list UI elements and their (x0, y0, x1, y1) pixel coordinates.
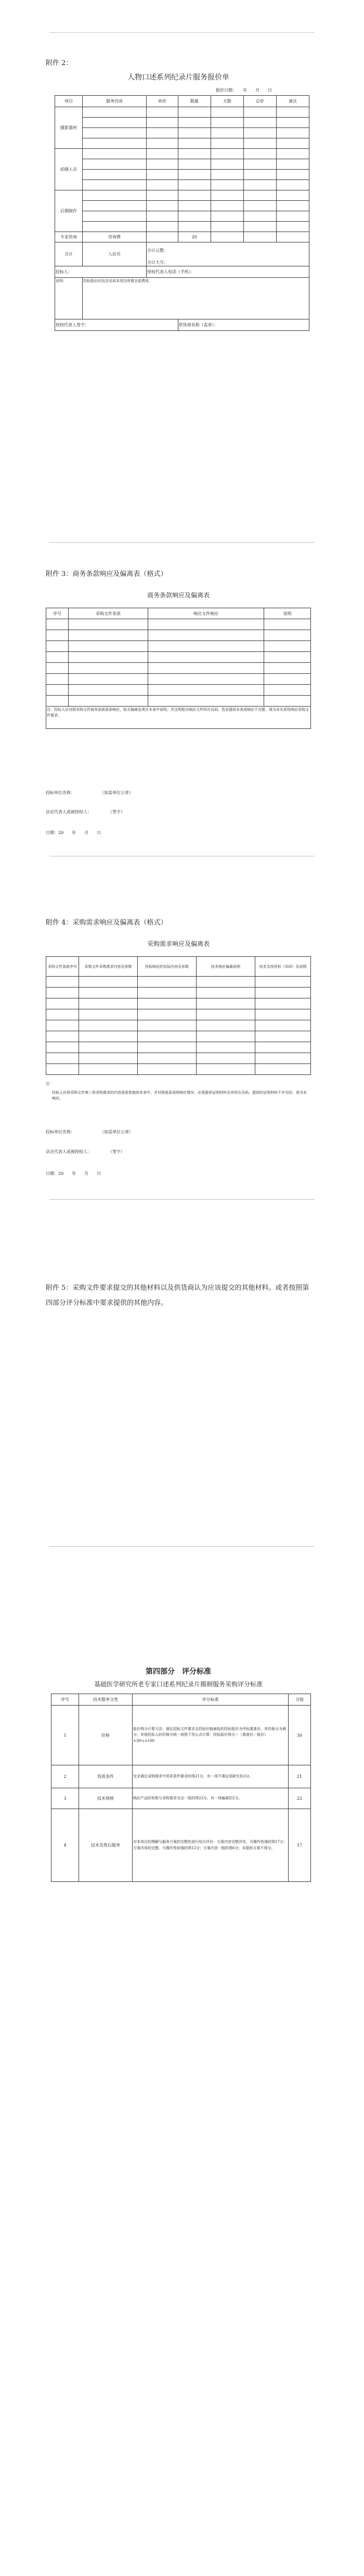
row-criteria: 对本项目的理解与服务方案的完整性进行综合评价：方案内容完整详实、可操作性强的得17分；方案内容较完整、可操作性较强的得12分；方案内容一般的得6分；未提供方案不得分。 (133, 1809, 289, 1882)
attachment-heading: 附件 4：采购需求响应及偏离表（格式） (46, 919, 167, 927)
remark-text: 投标报价应包含完成本项目所需全部费用。 (83, 278, 309, 319)
col-header: 说明 (264, 608, 311, 619)
col-header: 采购文件采购需求内容及参数 (79, 957, 138, 977)
rep-line: 法定代表人或被授权人： （签字） (46, 1149, 125, 1154)
row-category: 价格 (79, 1706, 133, 1765)
col-header: 数量 (178, 96, 211, 107)
row-score: 17 (289, 1809, 311, 1882)
date-line: 日期：20 年 月 日 (46, 1171, 101, 1176)
separator (49, 542, 315, 543)
row-category: 技术规格 (79, 1788, 133, 1809)
row-criteria: 完全满足采购需求中资质条件要求的得21分，有一项不满足或缺失扣3分。 (133, 1765, 289, 1788)
col-header: 总价 (243, 96, 276, 107)
col-header: 服务内容 (83, 96, 147, 107)
bidder-line: 投标单位名称： （加盖单位公章） (46, 1130, 133, 1134)
remark-label: 说明： (55, 278, 83, 319)
separator (49, 1199, 315, 1200)
row-no: 2 (51, 1765, 79, 1788)
quote-date: 报价日期： 年 月 日 (216, 88, 272, 93)
row-criteria: 响应产品的参数与采购需求完全一致的得22分，有一项偏离扣2分。 (133, 1788, 289, 1809)
date-line: 日期：20 年 月 日 (46, 830, 101, 835)
row-score: 22 (289, 1788, 311, 1809)
score-table (51, 1694, 311, 1882)
col-header: 备注 (276, 96, 309, 107)
quote-title: 人物口述系列纪录片服务报价单 (127, 73, 229, 82)
group-label: 后期制作 (55, 190, 83, 232)
requirement-table (46, 956, 311, 1075)
group-label: 摄影器材 (55, 107, 83, 149)
col-header: 采购文件条款 (69, 608, 148, 619)
col-header: 响应文件响应 (148, 608, 264, 619)
note-text: 投标人应将采购文件第三章采购需求的内容逐条复制到本表中，并对照逐条说明响应情况，必须提供证明材料及其所在页码。提供的证明材料不齐全的，视为未响应。 (52, 1091, 307, 1101)
col-header: 单价 (147, 96, 178, 107)
table-title: 商务条款响应及偏离表 (147, 592, 210, 599)
row-no: 4 (51, 1809, 79, 1882)
sign-left: 授权代表人签字： (55, 319, 178, 331)
col-header: 采购文件条款序号 (46, 957, 79, 977)
note-title: 注： (46, 1082, 53, 1086)
row-category: 技术及售后服务 (79, 1809, 133, 1882)
bidder-line: 投标单位名称： （加盖单位公章） (46, 790, 133, 795)
col-header: 投标响应的实际内容及参数 (138, 957, 197, 977)
bidder-label: 投标人： (55, 266, 147, 278)
rep-line: 法定代表人或被授权人： （签字） (46, 810, 125, 814)
total-label: 合计 (55, 242, 83, 266)
col-header: 技术响应偏离说明 (197, 957, 255, 977)
col-header: 序号 (51, 1694, 79, 1706)
fee-qty: 20 (178, 232, 211, 242)
attachment-heading: 附件 5：采购文件要求提交的其他材料以及供货商认为应该提交的其他材料。或者按照第四部分评分标准中要求提供的其他内容。 (46, 1284, 309, 1307)
section-title: 第四部分 评分标准 (146, 1668, 211, 1676)
row-criteria: 报价得分计算方法：满足招标文件要求且投标价格最低的投标报价为评标基准价，其价格分为满分。其他投标人的价格分统一按照下列公式计算：投标报价得分＝（基准价／报价）×30％×100 (133, 1706, 289, 1765)
total-lower: 合计大写： (147, 259, 309, 266)
row-no: 3 (51, 1788, 79, 1809)
currency: 人民币 (83, 242, 147, 266)
col-header: 天数 (211, 96, 243, 107)
separator (49, 1546, 315, 1547)
col-header: 技术服务分类 (79, 1694, 133, 1706)
contact-label: 授权代表人电话（手机）： (147, 266, 309, 278)
row-no: 1 (51, 1706, 79, 1765)
row-score: 21 (289, 1765, 311, 1788)
section-subtitle: 基础医学研究所老专家口述系列纪录片摄制服务采购评分标准 (94, 1681, 263, 1688)
sign-right: 供货商名称（盖章）： (178, 319, 309, 331)
col-header: 分值 (289, 1694, 311, 1706)
row-category: 资质条件 (79, 1765, 133, 1788)
separator (49, 32, 315, 33)
group-label: 拍摄人员 (55, 149, 83, 190)
row-score: 30 (289, 1706, 311, 1765)
col-header: 技术支持资料（页码）及说明 (255, 957, 311, 977)
col-header: 项目 (55, 96, 83, 107)
col-header: 序号 (46, 608, 69, 619)
fee-content: 咨询费 (83, 232, 147, 242)
total-upper: 合计元整： (147, 242, 309, 259)
fee-label: 专家咨询 (55, 232, 83, 242)
table-title: 采购需求响应及偏离表 (147, 940, 210, 947)
col-header: 评分标准 (133, 1694, 289, 1706)
quote-table (55, 95, 309, 331)
attachment-heading: 附件 2： (46, 59, 73, 67)
commerce-table (46, 608, 311, 729)
table-note: 注：投标人应对照采购文件商务条款逐条响应，如无偏离也须在本表中说明，并注明相关响应文件所在页码。若未提供本表或响应不完整，视为未实质性响应采购文件要求。 (46, 707, 311, 729)
attachment-heading: 附件 3：商务条款响应及偏离表（格式） (46, 570, 167, 578)
